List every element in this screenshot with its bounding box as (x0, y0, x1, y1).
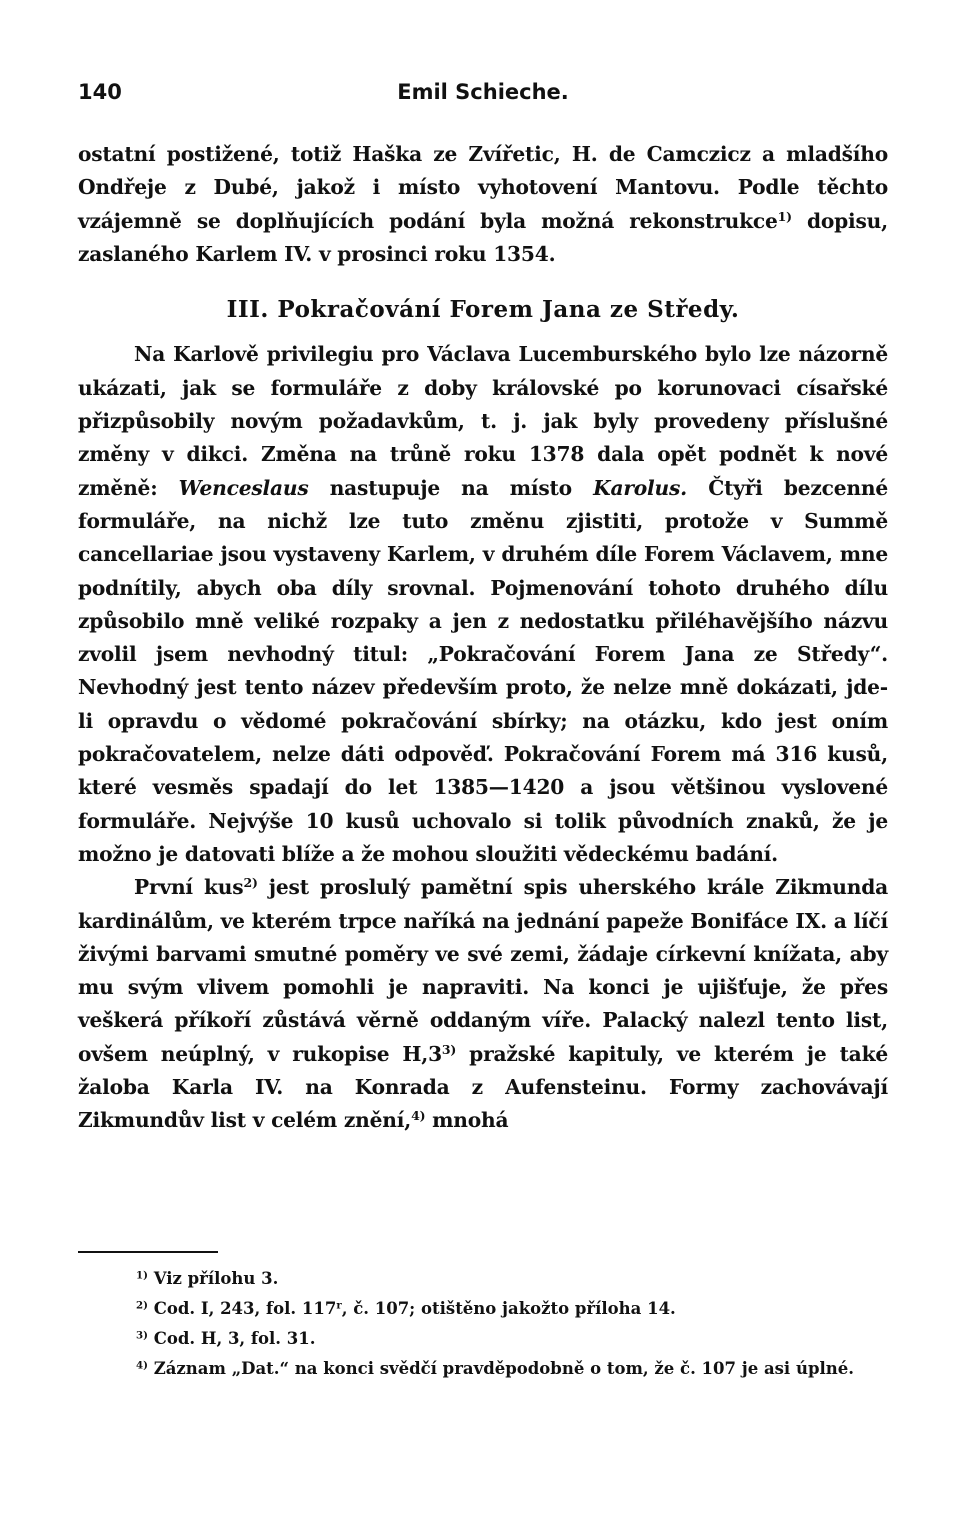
footnote-mark: 1) (136, 1269, 148, 1282)
italic-term: Wenceslaus (178, 475, 309, 500)
footnotes (78, 1264, 888, 1384)
footnote-text: Záznam „Dat.“ na konci svědčí pravděpodobně o tom, že č. 107 je asi úplné. (147, 1359, 854, 1378)
footnote-text: Cod. H, 3, fol. 31. (147, 1329, 316, 1348)
footnote (78, 1264, 888, 1294)
footnote-reference: 4) (411, 1108, 426, 1124)
paragraph-text: ostatní postižené, totiž Haška ze Zvířetic, H. de Camczicz a mladšího Ondřeje z Dubé, jakož i místo vyhotovení Mantovu. Podle těchto vzájemně se doplňujících podání byla možná rekonstrukce (78, 142, 888, 233)
paragraph (78, 338, 888, 871)
paragraph-text: První kus (134, 875, 244, 900)
footnote (78, 1324, 888, 1354)
italic-term: Karolus. (593, 475, 687, 500)
paragraph-text: dopisu, zaslaného Karlem IV. v prosinci roku 1354. (78, 208, 888, 266)
paragraph-text: nastupuje na místo (308, 475, 594, 500)
paragraph-text: jest proslulý pamětní spis uherského krále Zikmunda kardinálům, ve kterém trpce naříká na jednání papeže Bonifáce IX. a líčí živými barvami smutné poměry ve své zemi, žádaje církevní knížata, aby mu svým vlivem pomohli je napraviti. Na konci je ujišťuje, že přes veškerá příkoří zůstává věrně oddaným víře. Palacký nalezl tento list, ovšem neúplný, v rukopise H,3 (78, 875, 888, 1066)
footnote-mark: 2) (136, 1299, 148, 1312)
footnote-text: Cod. I, 243, fol. 117 (147, 1299, 337, 1318)
running-title: Emil Schieche. (397, 80, 569, 104)
footnote-text: Viz přílohu 3. (147, 1269, 279, 1288)
main-text (78, 138, 888, 1138)
footnote-mark: 4) (136, 1359, 148, 1372)
footnote-text: , č. 107; otištěno jakožto příloha 14. (341, 1299, 676, 1318)
footnote-reference: 2) (243, 875, 258, 891)
footnote (78, 1354, 888, 1384)
footnote (78, 1294, 888, 1324)
book-page (78, 0, 888, 1521)
paragraph-text: Čtyři bezcenné formuláře, na nichž lze tuto změnu zjistiti, protože v Summě cancellariae jsou vystaveny Karlem, v druhém díle Forem Václavem, mne podnítily, abych oba díly srovnal. Pojmenování tohoto druhého dílu způsobilo mně veliké rozpaky a jen z nedostatku přiléhavějšího názvu zvolil jsem nevhodný titul: „Pokračování Forem Jana ze Středy“. Nevhodný jest tento název především proto, že nelze mně dokázati, jde-li opravdu o vědomé pokračování sbírky; na otázku, kdo jest oním pokračovatelem, nelze dáti odpověď. Pokračování Forem má 316 kusů, které vesměs spadají do let 1385—1420 a jsou většinou vyslovené formuláře. Nejvýše 10 kusů uchovalo si tolik původních znaků, že je možno je datovati blíže a že mohou sloužiti vědeckému badání. (78, 475, 888, 866)
paragraph-text: pražské kapituly, ve kterém je také žaloba Karla IV. na Konrada z Aufensteinu. Formy zachovávají Zikmundův list v celém znění, (78, 1041, 888, 1133)
paragraph-continuation (78, 138, 888, 271)
page-number: 140 (78, 80, 122, 104)
paragraph-text: Na Karlově privilegiu pro Václava Lucemburského bylo lze názorně ukázati, jak se formuláře z doby královské po korunovaci císařské přizpůsobily novým požadavkům, t. j. jak byly provedeny příslušné změny v dikci. Změna na trůně roku 1378 dala opět podnět k nové změně: (78, 342, 888, 500)
running-header (78, 80, 888, 116)
footnote-separator (78, 1251, 218, 1254)
paragraph-text: mnohá (425, 1108, 509, 1133)
folio-side: r (336, 1299, 342, 1312)
section-heading: III. Pokračování Forem Jana ze Středy. (226, 296, 740, 324)
paragraph (78, 871, 888, 1137)
footnote-mark: 3) (136, 1329, 148, 1342)
footnote-reference: 1) (777, 208, 792, 224)
footnote-reference: 3) (441, 1041, 457, 1057)
